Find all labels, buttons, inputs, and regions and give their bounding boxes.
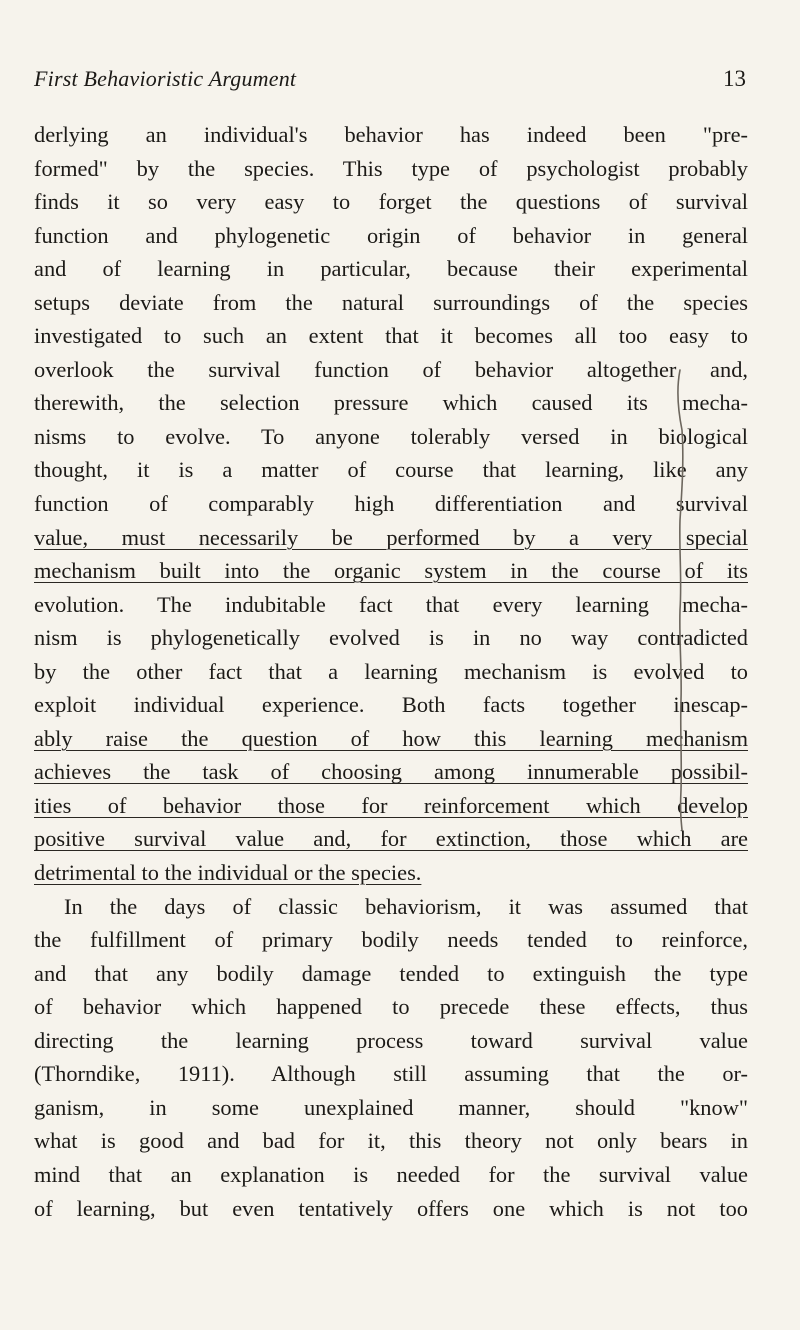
text-line: by the other fact that a learning mechanism is evolved to: [34, 658, 748, 684]
underlined-text-line: detrimental to the individual or the species.: [34, 860, 422, 886]
text-line: finds it so very easy to forget the questions of survival: [34, 189, 748, 215]
text-line: what is good and bad for it, this theory not only bears in: [34, 1128, 748, 1154]
body-text: [34, 118, 748, 1225]
text-line: ganism, in some unexplained manner, should "know": [34, 1094, 748, 1120]
page-number: 13: [723, 66, 746, 91]
text-line: directing the learning process toward survival value: [34, 1027, 748, 1053]
running-title: First Behavioristic Argument: [34, 66, 297, 91]
text-line: and of learning in particular, because their experimental: [34, 256, 748, 282]
margin-annotation-line: [670, 370, 710, 830]
running-head: [34, 66, 746, 96]
text-line: overlook the survival function of behavior altogether and,: [34, 356, 748, 382]
text-line: of learning, but even tentatively offers one which is not too: [34, 1195, 748, 1221]
underlined-text-line: mechanism built into the organic system in the course of its: [34, 558, 748, 584]
underlined-text-line: ities of behavior those for reinforcement which develop: [34, 792, 748, 818]
text-line: function and phylogenetic origin of behavior in general: [34, 222, 748, 248]
paragraph-first-line: In the days of classic behaviorism, it was assumed that: [64, 893, 748, 919]
text-line: function of comparably high differentiation and survival: [34, 491, 748, 517]
text-line: and that any bodily damage tended to extinguish the type: [34, 960, 748, 986]
underlined-text-line: achieves the task of choosing among innumerable possibil-: [34, 759, 748, 785]
underlined-text-line: positive survival value and, for extinction, those which are: [34, 826, 748, 852]
text-line: investigated to such an extent that it becomes all too easy to: [34, 323, 748, 349]
text-line: derlying an individual's behavior has indeed been "pre-: [34, 122, 748, 147]
text-line: evolution. The indubitable fact that every learning mecha-: [34, 591, 748, 617]
text-line: (Thorndike, 1911). Although still assuming that the or-: [34, 1061, 748, 1087]
text-line: nism is phylogenetically evolved is in no way contradicted: [34, 625, 748, 651]
text-line: exploit individual experience. Both facts together inescap-: [34, 692, 748, 718]
text-line: the fulfillment of primary bodily needs tended to reinforce,: [34, 927, 748, 953]
text-line: nisms to evolve. To anyone tolerably versed in biological: [34, 423, 748, 449]
underlined-text-line: value, must necessarily be performed by a very special: [34, 524, 748, 550]
text-line: of behavior which happened to precede these effects, thus: [34, 994, 748, 1020]
underlined-text-line: ably raise the question of how this learning mechanism: [34, 725, 748, 751]
text-line: thought, it is a matter of course that learning, like any: [34, 457, 748, 483]
text-line: mind that an explanation is needed for the survival value: [34, 1161, 748, 1187]
text-line: setups deviate from the natural surroundings of the species: [34, 289, 748, 315]
text-line: formed" by the species. This type of psychologist probably: [34, 155, 748, 181]
text-line: therewith, the selection pressure which caused its mecha-: [34, 390, 748, 416]
